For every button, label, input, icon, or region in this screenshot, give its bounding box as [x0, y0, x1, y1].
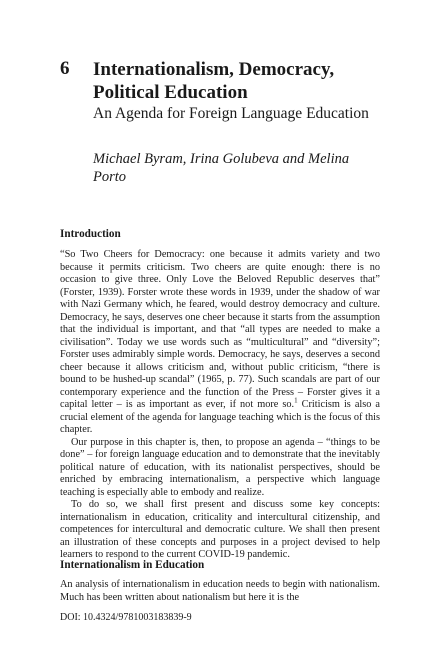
chapter-authors: Michael Byram, Irina Golubeva and Melina Porto: [93, 151, 350, 185]
section-heading-introduction: Introduction: [60, 228, 121, 240]
chapter-number: 6: [60, 58, 70, 79]
section-heading-internationalism: Internationalism in Education: [60, 559, 205, 571]
paragraph: [60, 249, 380, 437]
paragraph: To do so, we shall first present and discuss some key concepts: internationalism in education, criticality and intercultural citizenship, and competences for intercultural and democratic culture. We shall then present an illustration of these concepts and purposes in a project devised to help learners to respond to the current COVID-19 pandemic.: [60, 499, 380, 560]
paragraph-text: Criticism is also a crucial element of the agenda for language teaching which is the focus of this chapter.: [60, 399, 380, 435]
paragraph: An analysis of internationalism in education needs to begin with nationalism. Much has been written about nationalism but here it is the: [60, 579, 380, 603]
paragraph: Our purpose in this chapter is, then, to propose an agenda – “things to be done” – for foreign language education and to demonstrate that the inevitably political nature of education, with its nationalist perspectives, should be enriched by embracing internationalism, a perspective which language teaching is especially able to embody and realize.: [60, 436, 380, 498]
doi: DOI: 10.4324/9781003183839-9: [60, 612, 192, 623]
chapter-title: Internationalism, Democracy, Political Education: [93, 59, 335, 103]
internationalism-body: [60, 579, 380, 604]
footnote-marker[interactable]: 1: [294, 396, 298, 405]
introduction-body: [60, 249, 380, 562]
paragraph-text: “So Two Cheers for Democracy: one because it admits variety and two because it permits criticism. Two cheers are quite enough: there is no occasion to give three. Only Love the Beloved Republic deserves that” (Forster, 1939). Forster wrote these words in 1939, under the shadow of war with Nazi Germany which, he feared, would destroy democracy and culture. Democracy, he says, deserves one cheer because it starts from the assumption that the individual is important, and that “all types are needed to make a civilisation”. Today we use words such as “multicultural” and “diversity”; Forster uses admirably simple words. Democracy, he says, deserves a second cheer because it allows criticism and, without public criticism, “there is bound to be hushed-up scandal” (1965, p. 77). Such scandals are part of our contemporary experience and the function of the Press – Forster gives it a capital letter – is as important as ever, if not more so.: [60, 249, 380, 410]
chapter-subtitle: An Agenda for Foreign Language Education: [93, 105, 369, 122]
